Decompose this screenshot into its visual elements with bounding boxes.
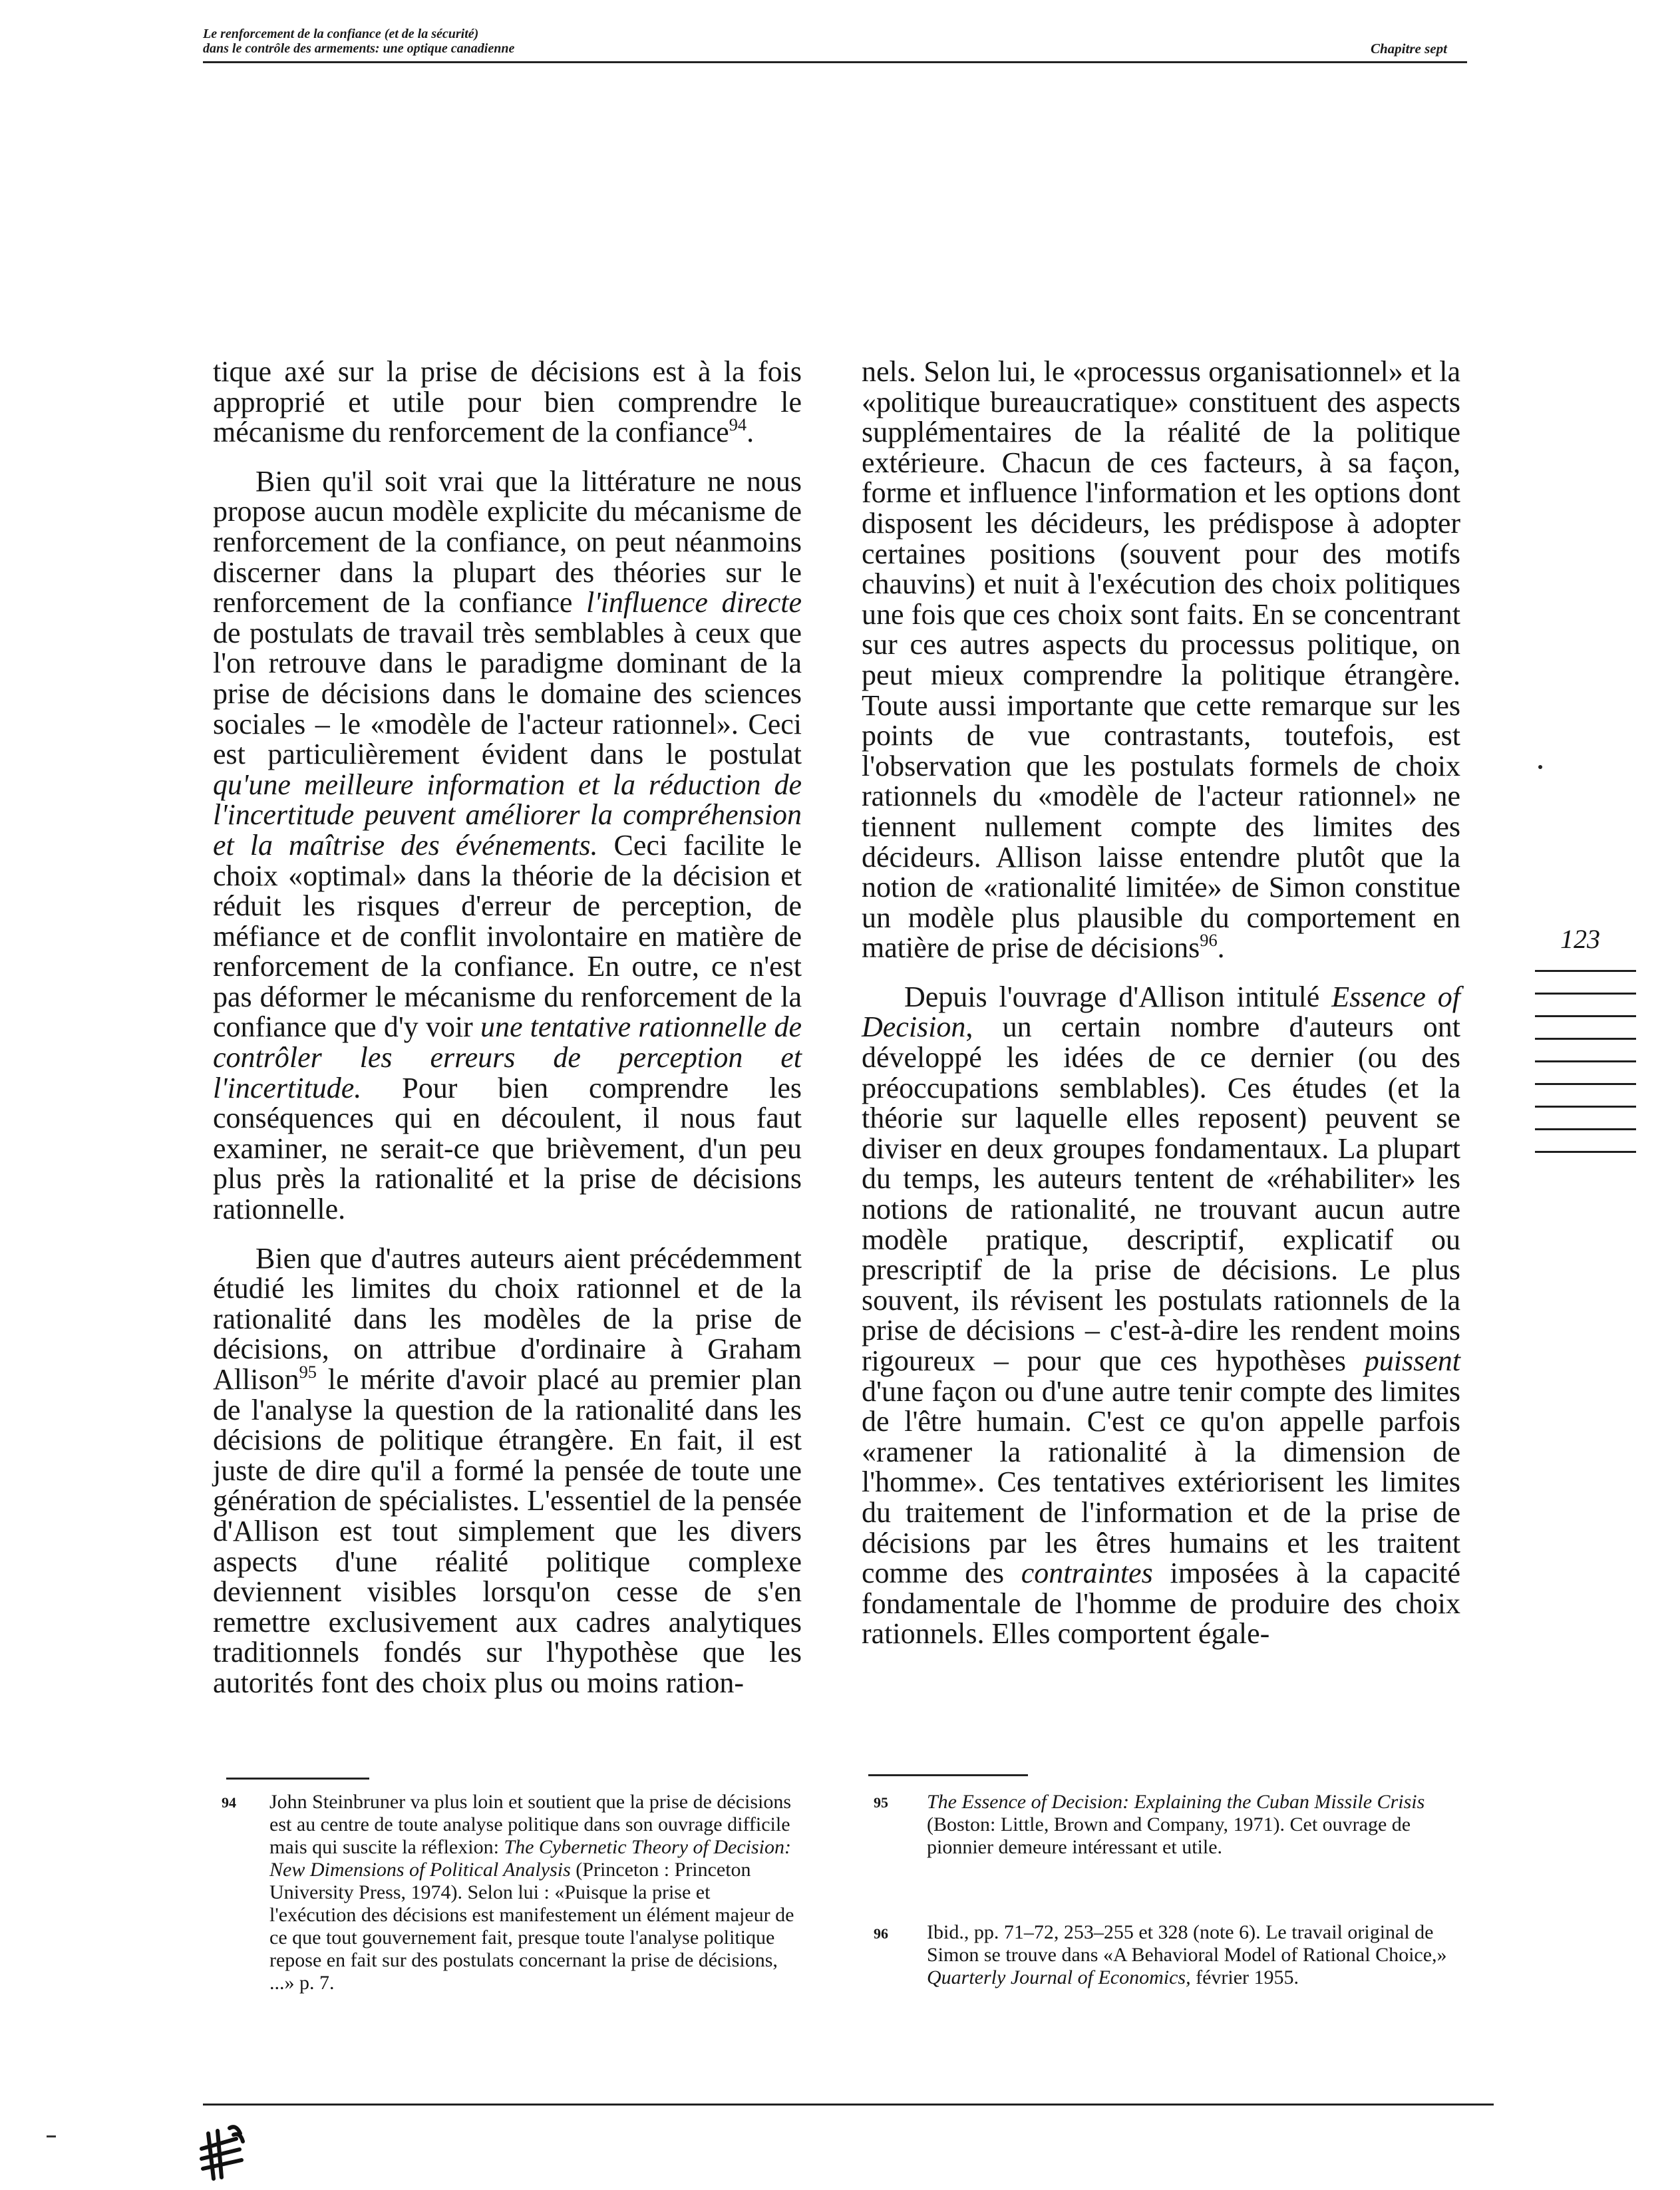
footnote-95: The Essence of Decision: Explaining the Cuban Missile Crisis (Boston: Little, Brown and Company, 1971). Cet ouvrage de pionnier demeure intéressant et utile. [927,1791,1425,1858]
footnote-ref-94[interactable]: 94 [729,414,747,435]
footnote-number-95: 95 [874,1794,888,1811]
left-paragraph-2: Bien qu'il soit vrai que la littérature ne nous propose aucun modèle explicite du mécanisme de renforcement de la confiance, on peut néanmoins discerner dans la plupart des théories sur le renforcement de la confiance l'influence directe de postulats de travail très semblables à ceux que l'on retrouve dans le paradigme dominant de la prise de décisions dans le domaine des sciences sociales – le «modèle de l'acteur rationnel». Ceci est particulièrement évident dans le postulat qu'une meilleure information et la réduction de l'incertitude peuvent améliorer la compréhension et la maîtrise des événements. Ceci facilite le choix «optimal» dans la théorie de la décision et réduit les risques d'erreur de perception, de méfiance et de conflit involontaire en matière de renforcement de la confiance. En outre, ce n'est pas déformer le mécanisme du renforcement de la confiance que d'y voir une tentative rationnelle de contrôler les erreurs de perception et l'incertitude. Pour bien comprendre les conséquences qui en découlent, il nous faut examiner, ne serait-ce que brièvement, d'un peu plus près la rationalité et la prise de décisions rationnelle. [213,464,802,1226]
right-paragraph-2: Depuis l'ouvrage d'Allison intitulé Essence of Decision, un certain nombre d'auteurs ont développé les idées de ce dernier (ou des préoccupations semblables). Ces études (et la théorie sur laquelle elles reposent) peuvent se diviser en deux groupes fondamentaux. La plupart du temps, les auteurs tentent de «réhabiliter» les notions de rationalité, ne trouvant aucun autre modèle pratique, descriptif, explicatif ou prescriptif de la prise de décisions. Le plus souvent, ils révisent les postulats rationnels de la prise de décisions – c'est-à-dire les rendent moins rigoureux – pour que ces hypothèses puissent d'une façon ou d'une autre tenir compte des limites de l'être humain. C'est ce qu'on appelle parfois «ramener la rationalité à la dimension de l'homme». Ces tentatives extériorisent les limites du traitement de l'information et de la prise de décisions par les êtres humains et les traitent comme des contraintes imposées à la capacité fondamentale de l'homme de produire des choix rationnels. Elles comportent égale- [862,980,1461,1650]
margin-line [1535,1083,1636,1085]
header-line-1: Le renforcement de la confiance (et de la sécurité) [203,27,479,41]
margin-line [1535,1038,1636,1040]
header-line-2: dans le contrôle des armements: une optique canadienne [203,41,515,56]
footnote-number-96: 96 [874,1925,888,1942]
left-paragraph-1: tique axé sur la prise de décisions est à la fois approprié et utile pour bien comprendre le mécanisme du renforcement de la confiance$^{94}$. [213,355,802,449]
right-paragraph-1: nels. Selon lui, le «processus organisationnel» et la «politique bureaucratique» constituent des aspects supplémentaires de la réalité de la politique extérieure. Chacun de ces facteurs, à sa façon, forme et influence l'information et les options dont disposent les décideurs, les prédispose à adopter certaines positions (souvent pour des motifs chauvins) et nuit à l'exécution des choix politiques une fois que ces choix sont faits. En se concentrant sur ces autres aspects du processus politique, on peut mieux comprendre la politique étrangère. Toute aussi importante que cette remarque sur les points de vue contrastants, toutefois, est l'observation que les postulats formels de choix rationnels du «modèle de l'acteur rationnel» ne tiennent nullement compte des limites des décideurs. Allison laisse entendre plutôt que la notion de «rationalité limitée» de Simon constitue un modèle plus plausible du comportement en matière de prise de décisions$^{96}$. [862,355,1460,965]
footnote-separator-left [226,1778,369,1780]
page-number: 123 [1560,924,1600,954]
margin-line [1535,1106,1636,1108]
left-paragraph-3: Bien que d'autres auteurs aient précédemment étudié les limites du choix rationnel et de la rationalité dans les modèles de la prise de décisions, on attribue d'ordinaire à Graham Allison$^{95}$ le mérite d'avoir placé au premier plan de l'analyse la question de la rationalité dans les décisions de politique étrangère. En fait, il est juste de dire qu'il a formé la pensée de toute une génération de spécialistes. L'essentiel de la pensée d'Allison est tout simplement que les divers aspects d'une réalité politique complexe deviennent visibles lorsqu'on cesse de s'en remettre exclusivement aux cadres analytiques traditionnels fondés sur l'hypothèse que les autorités font des choix plus ou moins ration- [213,1241,802,1699]
margin-line [1535,1015,1636,1017]
footnote-separator-right [868,1774,1028,1776]
footnote-94: John Steinbruner va plus loin et soutient que la prise de décisions est au centre de toute analyse politique dans son ouvrage difficile mais qui suscite la réflexion: The Cybernetic Theory of Decision: New Dimensions of Political Analysis (Princeton : Princeton University Press, 1974). Selon lui : «Puisque la prise et l'exécution des décisions est manifestement un élément majeur de ce que tout gouvernement fait, presque toute l'analyse politique repose en fait sur des postulats concernant la prise de décisions, ...» p. 7. [269,1791,794,1994]
footnote-ref-95[interactable]: 95 [299,1361,317,1382]
footnote-ref-96[interactable]: 96 [1200,930,1218,951]
margin-dot [1538,765,1542,769]
margin-line [1535,1151,1636,1153]
footnote-96: Ibid., pp. 71–72, 253–255 et 328 (note 6). Le travail original de Simon se trouve dans «A Behavioral Model of Rational Choice,» Quarterly Journal of Economics, février 1955. [927,1921,1447,1988]
footnote-number-94: 94 [222,1794,236,1811]
margin-line [1535,1060,1636,1062]
header-rule [203,61,1467,63]
margin-line [1535,970,1636,972]
running-header-chapter: Chapitre sept [1371,41,1447,57]
publisher-logo-icon [196,2119,250,2182]
margin-line [1535,993,1636,995]
edge-mark [47,2135,56,2137]
left-column [213,357,802,1698]
right-column [862,357,1460,1649]
footer-rule [203,2104,1494,2106]
margin-line [1535,1128,1636,1130]
running-header-title [203,27,514,56]
